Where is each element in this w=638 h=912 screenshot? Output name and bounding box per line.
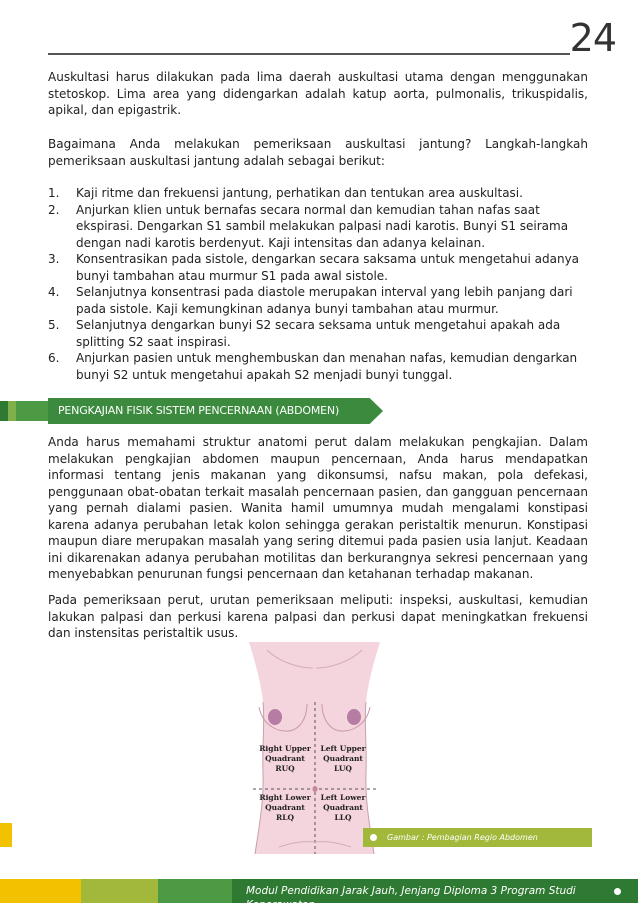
footer-segment-green — [158, 879, 232, 903]
figure-caption: Gambar : Pembagian Regio Abdomen — [387, 833, 538, 842]
paragraph-exam-order: Pada pemeriksaan perut, urutan pemeriksaan meliputi: inspeksi, auskultasi, kemudian lakukan palpasi dan perkusi karena palpasi dan perkusi dapat meningkatkan frekuensi dan instensitas peristaltik usus. — [48, 593, 588, 640]
header-rule — [48, 53, 570, 55]
figure-caption-box — [363, 828, 592, 847]
quadrant-label-llq: Left Lower Quadrant LLQ — [320, 793, 366, 822]
list-item-number: 6. — [48, 351, 60, 365]
footer-bar — [0, 879, 638, 911]
list-item-text: Anjurkan pasien untuk menghembuskan dan menahan nafas, kemudian dengarkan bunyi S2 untuk mengetahui apakah S2 menjadi bunyi tunggal. — [76, 351, 578, 382]
list-item — [48, 185, 588, 202]
list-item-text: Kaji ritme dan frekuensi jantung, perhatikan dan tentukan area auskultasi. — [76, 186, 523, 200]
bullet-icon — [370, 834, 377, 841]
list-item-text: Selanjutnya konsentrasi pada diastole merupakan interval yang lebih panjang dari pada sistole. Kaji kemungkinan adanya bunyi tambahan atau murmur. — [76, 285, 573, 316]
list-item-number: 4. — [48, 285, 60, 299]
auscultation-steps-list — [48, 185, 588, 383]
footer-module-title: Modul Pendidikan Jarak Jauh, Jenjang Diploma 3 Program Studi Keperawatan — [246, 885, 576, 911]
paragraph-auscultation-intro: Bagaimana Anda melakukan pemeriksaan auskultasi jantung? Langkah-langkah pemeriksaan auskultasi jantung adalah sebagai berikut: — [48, 137, 588, 168]
paragraph-abdomen-anatomy: Anda harus memahami struktur anatomi perut dalam melakukan pengkajian. Dalam melakukan pengkajian abdomen maupun pencernaan, Anda harus mendapatkan informasi tentang jenis makanan yang dikonsumsi, nafsu makan, pola defekasi, penggunaan obat-obatan terkait masalah pencernaan pasien, dan gangguan pencernaan yang pernah dialami pasien. Wanita hamil umumnya mudah mengalami konstipasi karena adanya perubahan letak kolon sehingga gerakan peristaltik menurun. Konstipasi maupun diare merupakan masalah yang sering ditemui pada pasien usia lanjut. Keadaan ini dikarenakan adanya perubahan motilitas dan berkurangnya sekresi pencernaan yang menyebabkan penurunan fungsi pencernaan dan ketahanan terhadap makanan. — [48, 435, 588, 581]
list-item-number: 1. — [48, 186, 60, 200]
list-item-number: 3. — [48, 252, 60, 266]
list-item — [48, 202, 588, 252]
list-item — [48, 284, 588, 317]
quadrant-label-ruq: Right Upper Quadrant RUQ — [259, 744, 311, 773]
band-stripe-light — [8, 401, 16, 421]
paragraph-auscultation-areas: Auskultasi harus dilakukan pada lima daerah auskultasi utama dengan menggunakan stetoskop. Lima area yang didengarkan adalah katup aorta, pulmonalis, trikuspidalis, apikal, dan epigastrik. — [48, 70, 588, 117]
list-item — [48, 350, 588, 383]
list-item-text: Selanjutnya dengarkan bunyi S2 secara seksama untuk mengetahui apakah ada splitting S2 saat inspirasi. — [76, 318, 561, 349]
band-stripe-mid — [16, 401, 48, 421]
quadrant-label-rlq: Right Lower Quadrant RLQ — [259, 793, 311, 822]
quadrant-label-luq: Left Upper Quadrant LUQ — [320, 744, 366, 773]
list-item — [48, 251, 588, 284]
band-stripe-dark — [0, 401, 8, 421]
list-item-text: Konsentrasikan pada sistole, dengarkan secara saksama untuk mengetahui adanya bunyi tambahan atau murmur S1 pada awal sistole. — [76, 252, 580, 283]
list-item-text: Anjurkan klien untuk bernafas secara normal dan kemudian tahan nafas saat ekspirasi. Dengarkan S1 sambil melakukan palpasi nadi karotis. Bunyi S1 seirama dengan nadi karotis berdenyut. Kaji intensitas dan adanya kelainan. — [76, 202, 569, 250]
left-accent-bar — [0, 823, 12, 847]
list-item-number: 2. — [48, 202, 60, 217]
footer-segment-olive — [81, 879, 158, 903]
list-item-number: 5. — [48, 318, 60, 332]
bullet-icon — [614, 888, 621, 895]
abdomen-quadrant-figure — [249, 642, 380, 854]
list-item — [48, 317, 588, 350]
page-number: 24 — [569, 16, 616, 60]
footer-segment-yellow — [0, 879, 81, 903]
section-title: PENGKAJIAN FISIK SISTEM PENCERNAAN (ABDOMEN) — [58, 404, 340, 417]
